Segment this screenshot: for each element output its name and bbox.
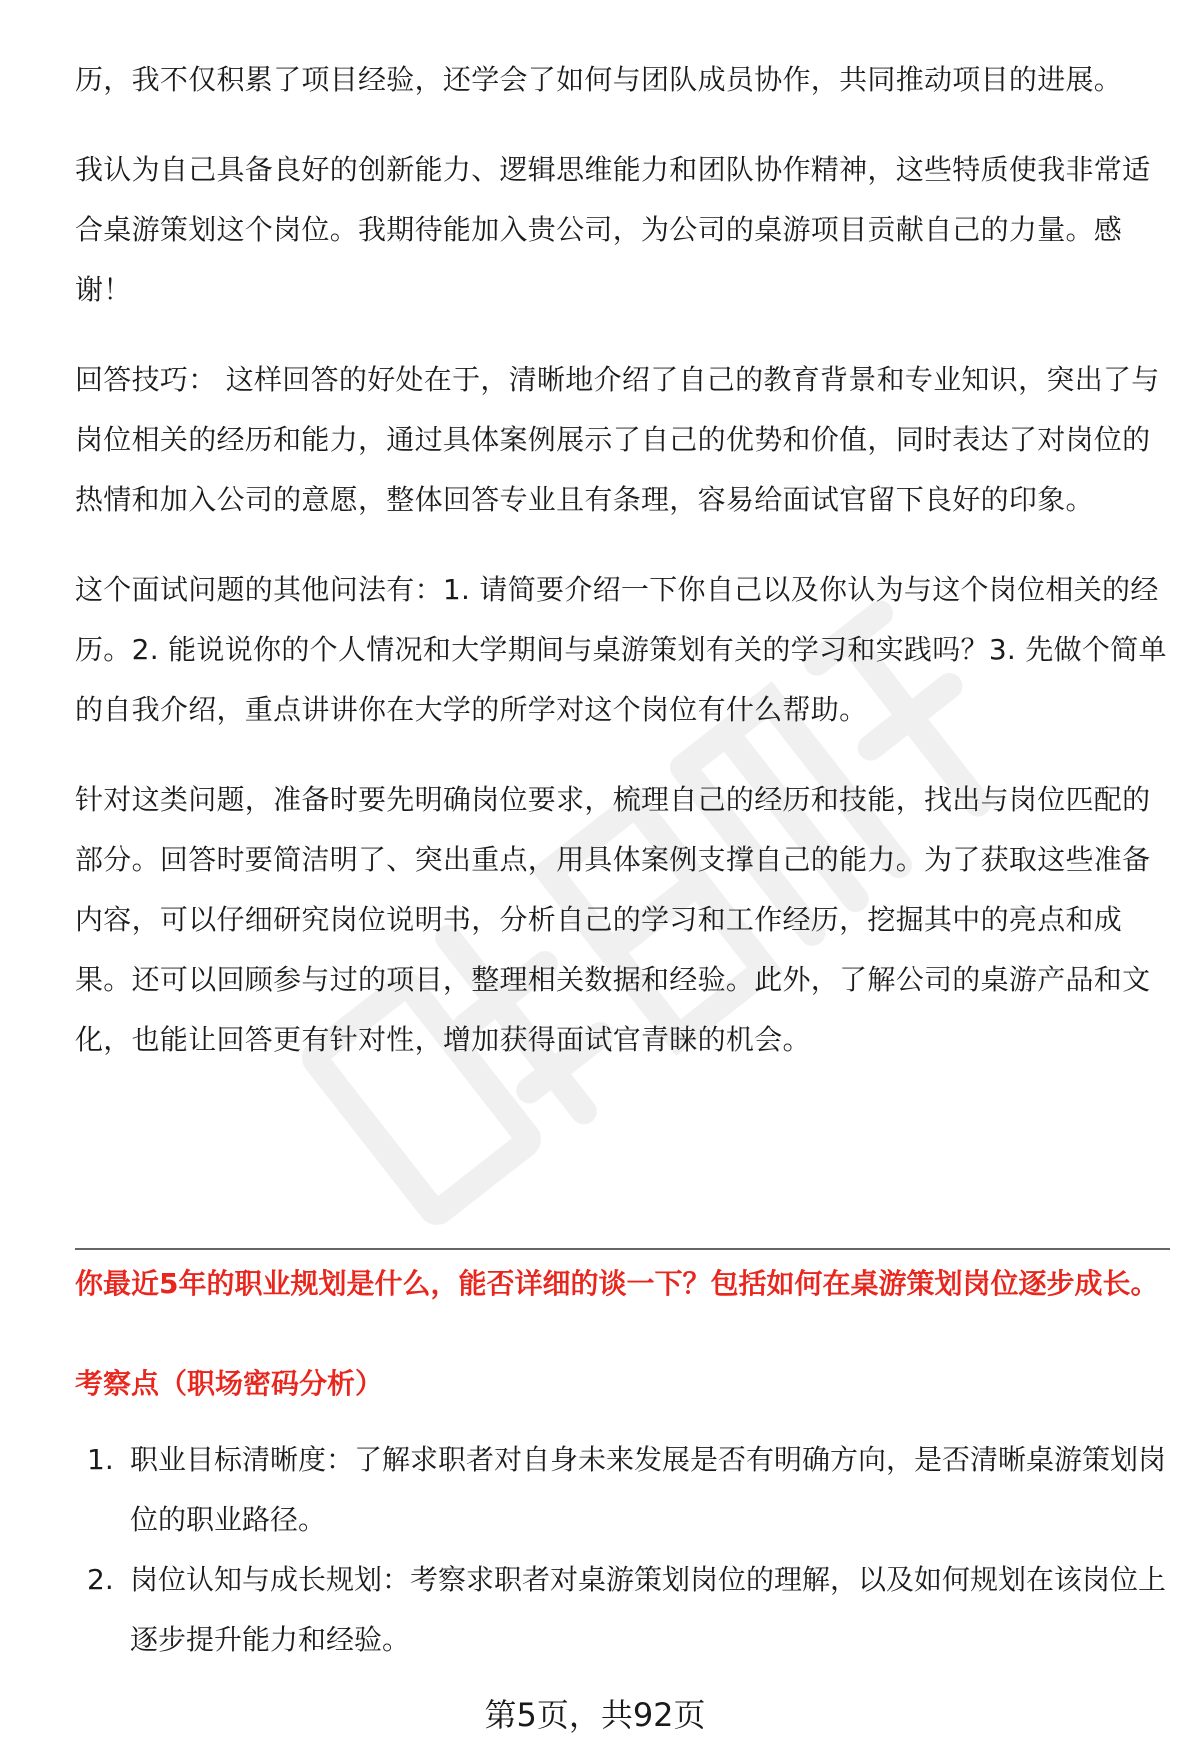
paragraph-qualities: 我认为自己具备良好的创新能力、逻辑思维能力和团队协作精神，这些特质使我非常适合桌游策划这个岗位。我期待能加入贵公司，为公司的桌游项目贡献自己的力量。感谢！ — [75, 153, 1151, 306]
section-divider — [75, 1248, 1170, 1250]
list-item-number: 2. — [87, 1563, 114, 1596]
paragraph-experience: 历，我不仅积累了项目经验，还学会了如何与团队成员协作，共同推动项目的进展。 — [75, 63, 1123, 96]
list-item — [75, 1430, 1170, 1550]
paragraph-alternative-questions: 这个面试问题的其他问法有：1. 请简要介绍一下你自己以及你认为与这个岗位相关的经历。2. 能说说你的个人情况和大学期间与桌游策划有关的学习和实践吗？3. 先做个简单的自我介绍，重点讲讲你在大学的所学对这个岗位有什么帮助。 — [75, 573, 1167, 726]
list-item-number: 1. — [87, 1443, 114, 1476]
document-body — [75, 50, 1170, 1100]
paragraph-answer-tips: 回答技巧： 这样回答的好处在于，清晰地介绍了自己的教育背景和专业知识，突出了与岗位相关的经历和能力，通过具体案例展示了自己的优势和价值，同时表达了对岗位的热情和加入公司的意愿，整体回答专业且有条理，容易给面试官留下良好的印象。 — [75, 363, 1160, 516]
section-title: 考察点（职场密码分析） — [75, 1367, 384, 1400]
interview-question: 你最近5年的职业规划是什么，能否详细的谈一下？包括如何在桌游策划岗位逐步成长。 — [75, 1267, 1159, 1300]
paragraph-preparation: 针对这类问题，准备时要先明确岗位要求，梳理自己的经历和技能，找出与岗位匹配的部分。回答时要简洁明了、突出重点，用具体案例支撑自己的能力。为了获取这些准备内容，可以仔细研究岗位说明书，分析自己的学习和工作经历，挖掘其中的亮点和成果。还可以回顾参与过的项目，整理相关数据和经验。此外，了解公司的桌游产品和文化，也能让回答更有针对性，增加获得面试官青睐的机会。 — [75, 783, 1151, 1056]
list-item — [75, 1550, 1170, 1670]
list-item-text: 岗位认知与成长规划：考察求职者对桌游策划岗位的理解，以及如何规划在该岗位上逐步提升能力和经验。 — [130, 1563, 1167, 1656]
page-number: 第5页，共92页 — [484, 1696, 706, 1734]
list-item-text: 职业目标清晰度：了解求职者对自身未来发展是否有明确方向，是否清晰桌游策划岗位的职业路径。 — [130, 1443, 1167, 1536]
assessment-points-list — [75, 1430, 1170, 1670]
